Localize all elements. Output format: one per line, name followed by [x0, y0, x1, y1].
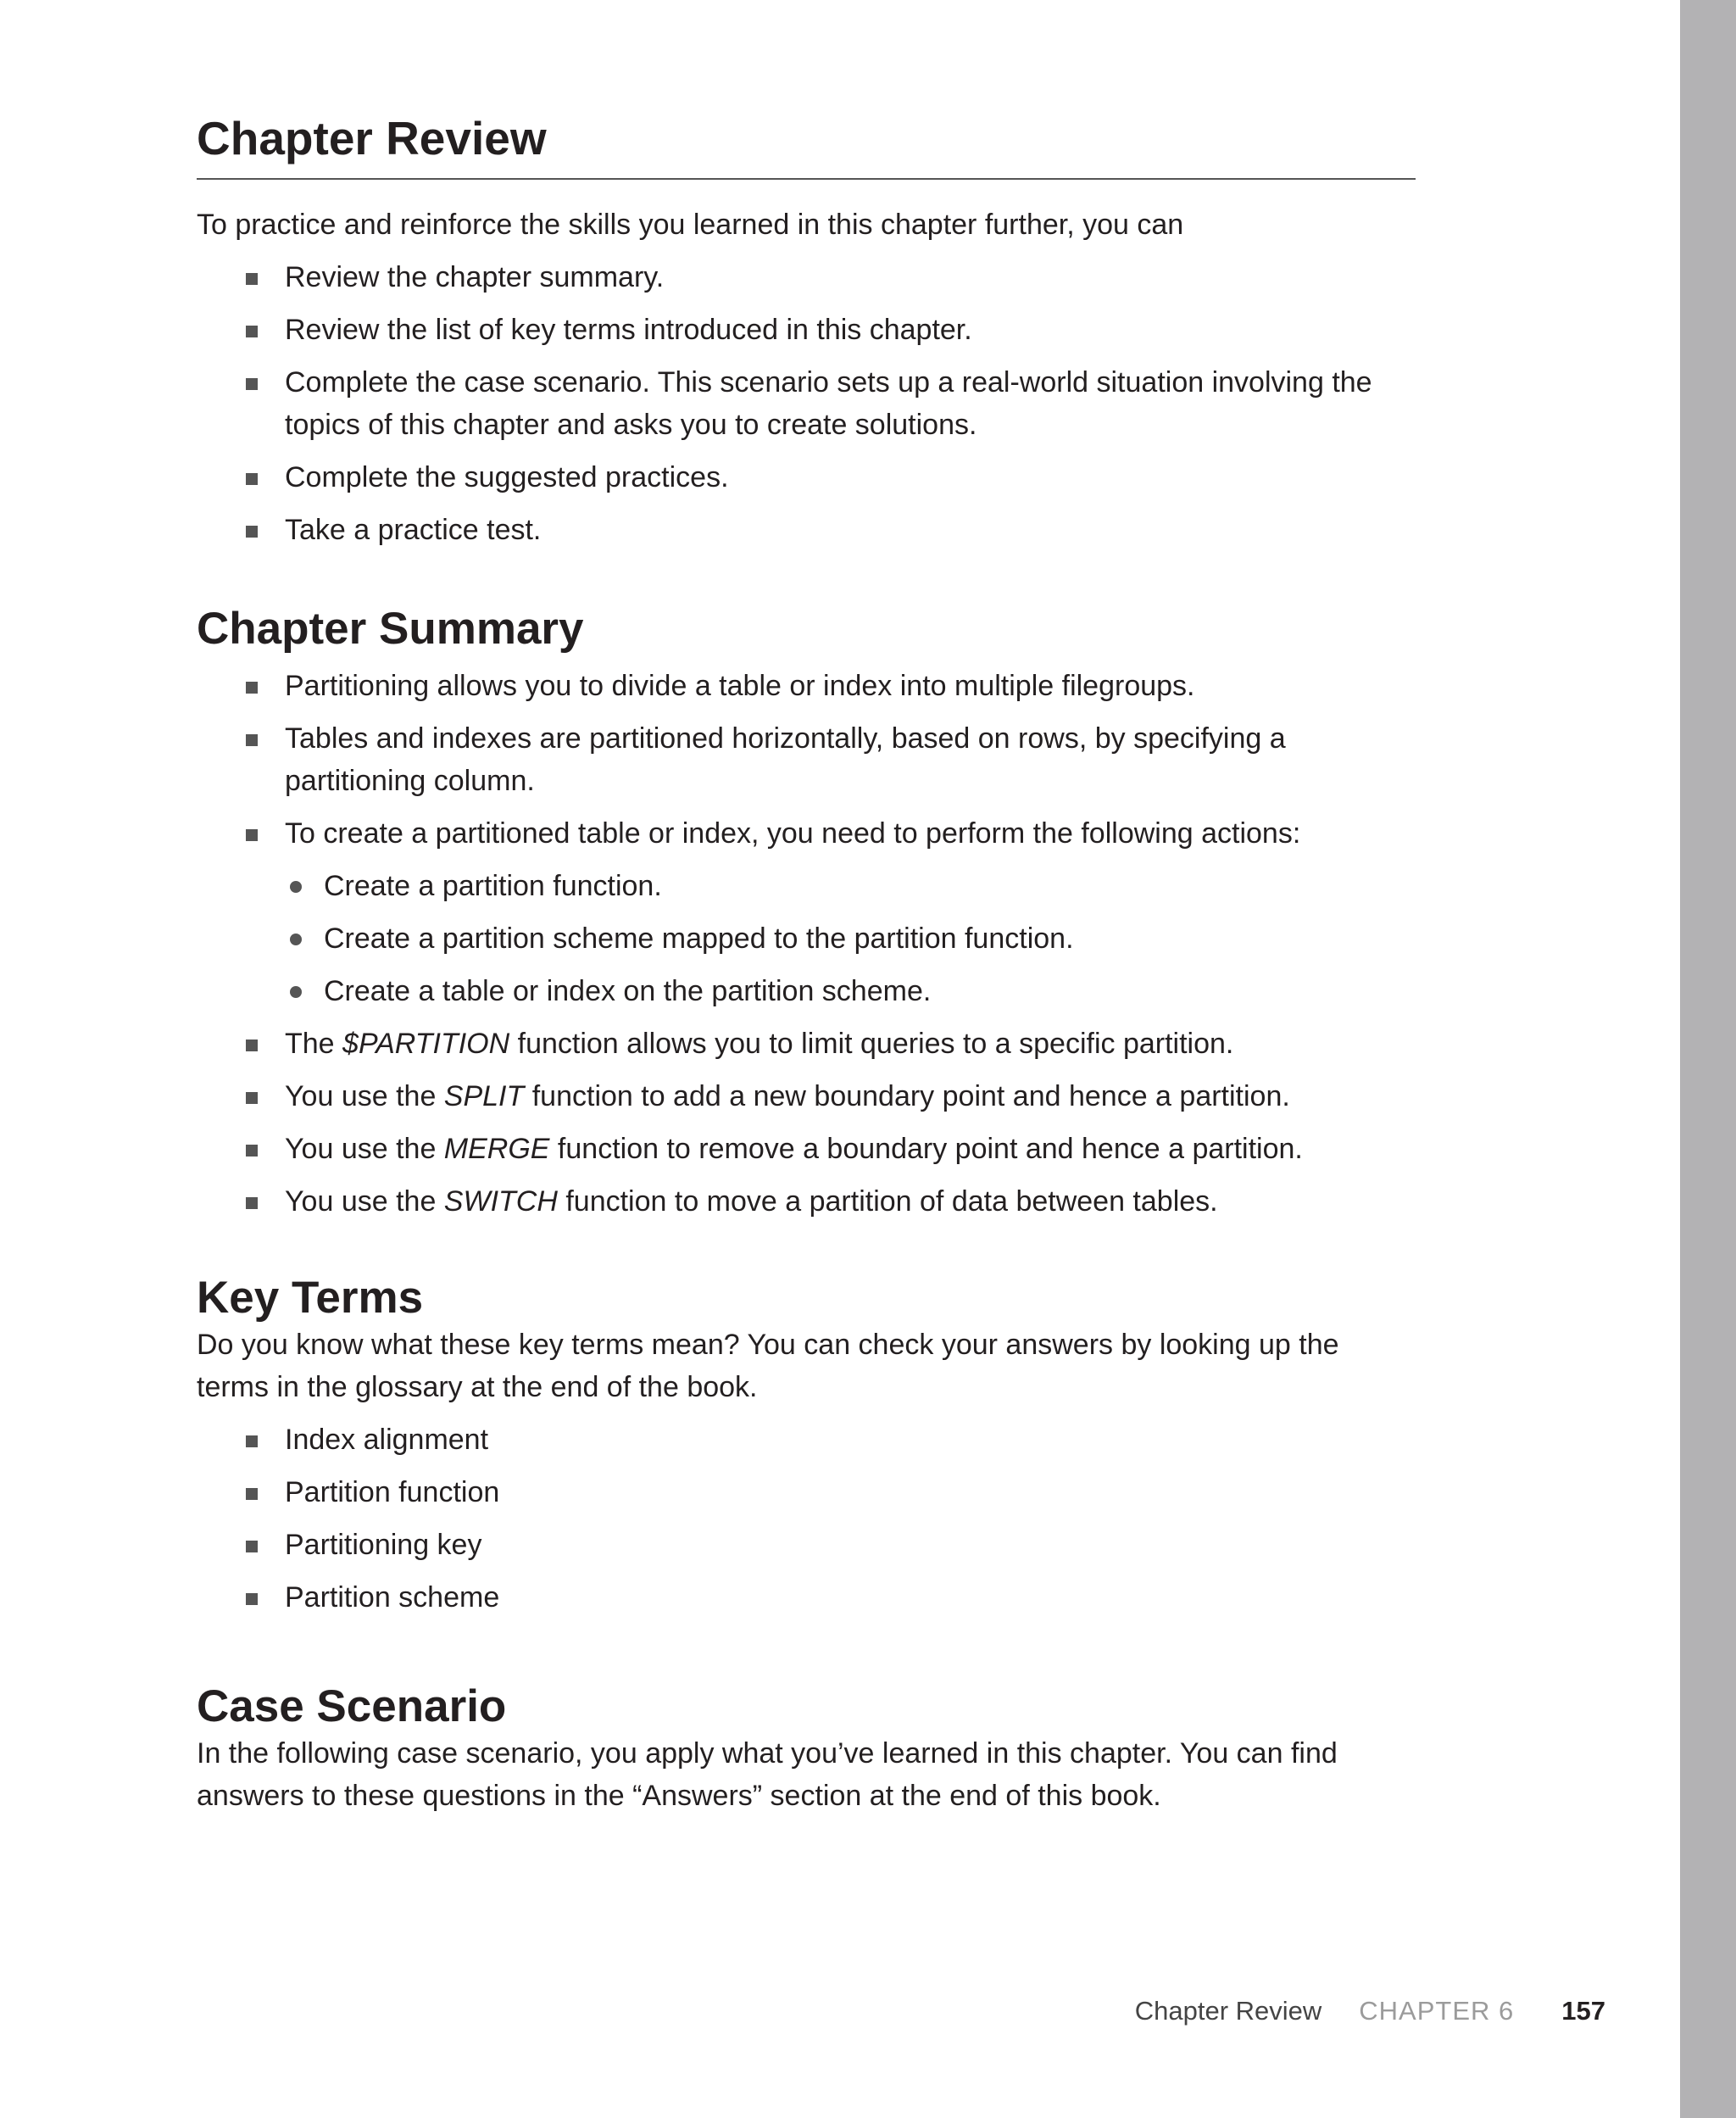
footer-chapter-label: CHAPTER 6: [1359, 1996, 1515, 2026]
chapter-review-list: [197, 256, 1417, 551]
list-item: Create a partition scheme mapped to the partition function.: [197, 917, 1417, 960]
list-item: Partition scheme: [197, 1576, 1417, 1619]
square-bullet-icon: [246, 326, 258, 337]
chapter-summary-sublist: [197, 865, 1417, 1012]
round-bullet-icon: [290, 881, 302, 893]
key-terms-list: [197, 1419, 1417, 1619]
list-item: Take a practice test.: [197, 509, 1417, 551]
case-scenario-section: [197, 1678, 1417, 1817]
square-bullet-icon: [246, 378, 258, 390]
round-bullet-icon: [290, 986, 302, 998]
list-item: To create a partitioned table or index, you need to perform the following actions:: [197, 812, 1417, 855]
list-item: Partitioning key: [197, 1524, 1417, 1566]
list-item: Complete the suggested practices.: [197, 456, 1417, 499]
square-bullet-icon: [246, 1488, 258, 1500]
footer-section-name: Chapter Review: [1134, 1996, 1322, 2026]
merge-function-term: MERGE: [443, 1133, 550, 1165]
chapter-summary-list: [197, 665, 1417, 855]
list-item: Index alignment: [197, 1419, 1417, 1461]
key-terms-intro: Do you know what these key terms mean? You can check your answers by looking up the terms in the glossary at the end of the book.: [197, 1329, 1339, 1403]
list-item: You use the MERGE function to remove a boundary point and hence a partition.: [197, 1128, 1417, 1170]
round-bullet-icon: [290, 934, 302, 945]
square-bullet-icon: [246, 682, 258, 694]
list-item: Tables and indexes are partitioned horizontally, based on rows, by specifying a partitioning column.: [197, 717, 1417, 802]
list-item: Create a table or index on the partition scheme.: [197, 970, 1417, 1012]
square-bullet-icon: [246, 734, 258, 746]
square-bullet-icon: [246, 1092, 258, 1104]
list-item: You use the SPLIT function to add a new boundary point and hence a partition.: [197, 1075, 1417, 1118]
square-bullet-icon: [246, 1039, 258, 1051]
list-item: Partitioning allows you to divide a table or index into multiple filegroups.: [197, 665, 1417, 707]
list-item: Review the list of key terms introduced in this chapter.: [197, 309, 1417, 351]
square-bullet-icon: [246, 1435, 258, 1447]
page-number: 157: [1561, 1996, 1605, 2026]
partition-function-term: $PARTITION: [342, 1028, 510, 1060]
split-function-term: SPLIT: [443, 1080, 525, 1112]
switch-function-term: SWITCH: [443, 1185, 558, 1218]
list-item: The $PARTITION function allows you to limit queries to a specific partition.: [197, 1023, 1417, 1065]
key-terms-section: [197, 1269, 1417, 1619]
square-bullet-icon: [246, 526, 258, 538]
square-bullet-icon: [246, 1197, 258, 1209]
key-terms-heading: Key Terms: [197, 1273, 424, 1323]
square-bullet-icon: [246, 473, 258, 485]
chapter-review-section: [197, 203, 1417, 551]
list-item: Partition function: [197, 1471, 1417, 1513]
page-gutter: [1680, 0, 1736, 2118]
chapter-summary-functions-list: [197, 1023, 1417, 1223]
case-scenario-text: In the following case scenario, you apply what you’ve learned in this chapter. You can find answers to these questions in the “Answers” section at the end of this book.: [197, 1737, 1338, 1812]
list-item: Review the chapter summary.: [197, 256, 1417, 298]
case-scenario-heading: Case Scenario: [197, 1681, 507, 1731]
list-item: You use the SWITCH function to move a partition of data between tables.: [197, 1180, 1417, 1223]
square-bullet-icon: [246, 273, 258, 285]
square-bullet-icon: [246, 1145, 258, 1157]
chapter-summary-heading: Chapter Summary: [197, 604, 584, 654]
square-bullet-icon: [246, 1541, 258, 1552]
chapter-summary-section: [197, 600, 1417, 1223]
square-bullet-icon: [246, 829, 258, 841]
page-footer: [1135, 1991, 1605, 2032]
list-item: Create a partition function.: [197, 865, 1417, 907]
list-item: Complete the case scenario. This scenario sets up a real-world situation involving the topics of this chapter and asks you to create solutions.: [197, 361, 1417, 446]
chapter-review-heading: Chapter Review: [197, 109, 1416, 180]
square-bullet-icon: [246, 1593, 258, 1605]
chapter-review-intro: To practice and reinforce the skills you learned in this chapter further, you can: [197, 209, 1184, 241]
